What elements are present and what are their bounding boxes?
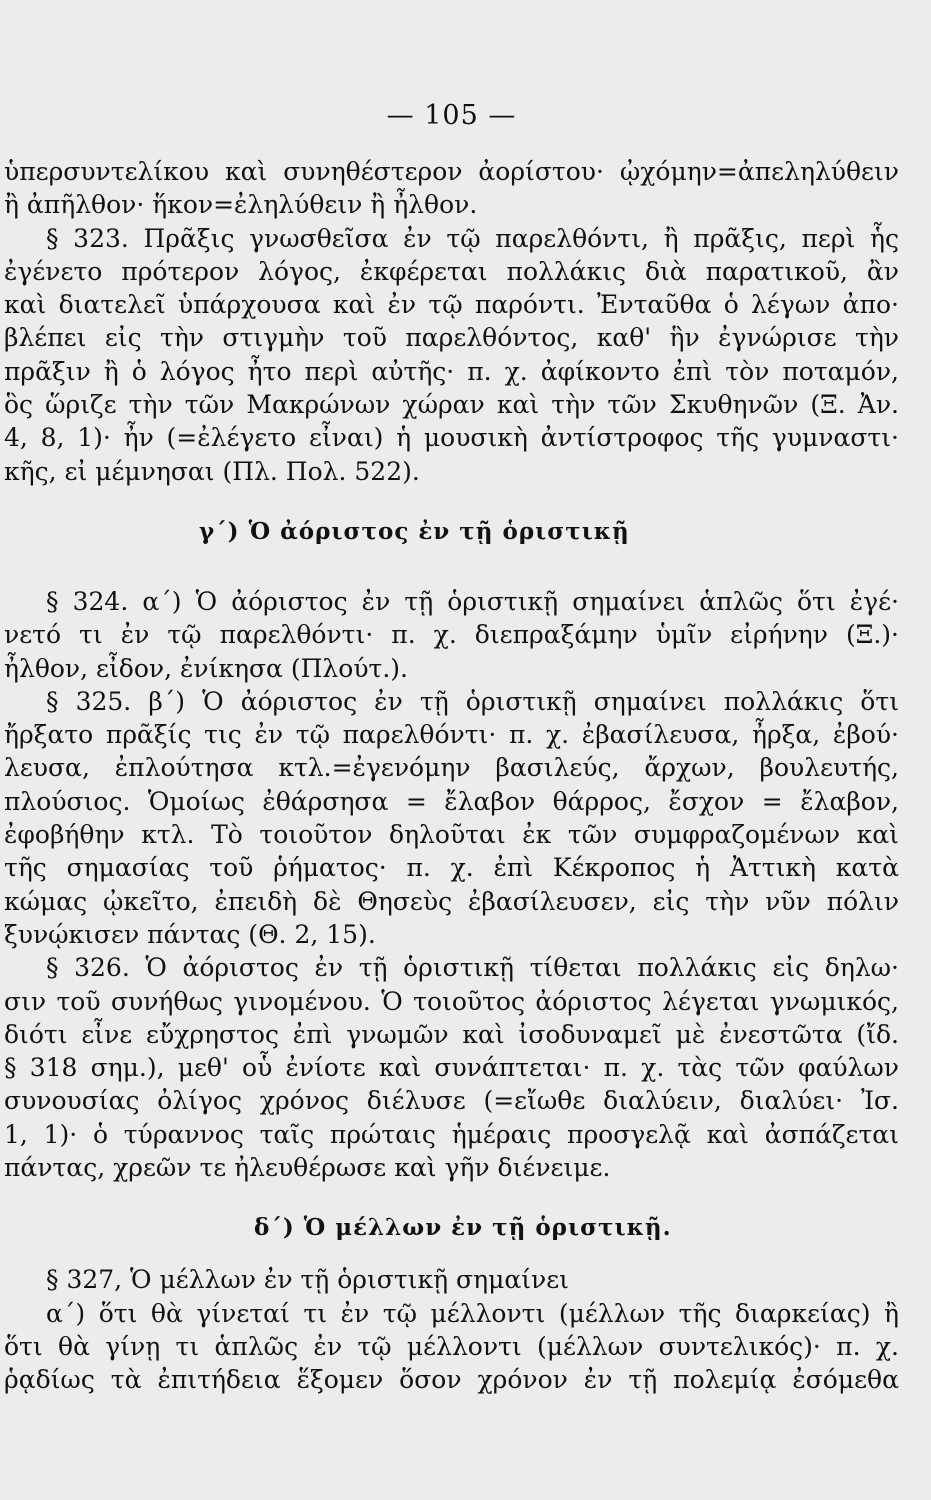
section-heading-aorist: γ΄) Ὁ ἀόριστος ἐν τῇ ὁριστικῇ: [199, 517, 630, 545]
text-line: συνουσίας ὀλίγος χρόνος διέλυσε (=εἴωθε διαλύειν, διαλύει· Ἰσ.: [4, 1086, 899, 1116]
text-line: τῆς σημασίας τοῦ ῥήματος· π. χ. ἐπὶ Κέκροπος ἡ Ἀττικὴ κατὰ: [4, 853, 899, 883]
text-line: ῥᾳδίως τὰ ἐπιτήδεια ἕξομεν ὅσον χρόνον ἐν τῇ πολεμίᾳ ἐσόμεθα: [4, 1365, 899, 1395]
text-line: 1, 1)· ὁ τύραννος ταῖς πρώταις ἡμέραις προσγελᾷ καὶ ἀσπάζεται: [4, 1119, 899, 1149]
section-heading-future: δ΄) Ὁ μέλλων ἐν τῇ ὁριστικῇ.: [254, 1214, 672, 1242]
text-line: πάντας, χρεῶν τε ἠλευθέρωσε καὶ γῆν διένειμε.: [4, 1153, 611, 1183]
paragraph-327: [4, 1263, 899, 1396]
paragraph-continuation: [4, 155, 899, 222]
text-line: ἐφοβήθην κτλ. Τὸ τοιοῦτον δηλοῦται ἐκ τῶν συμφραζομένων καὶ: [4, 820, 899, 850]
text-line: § 318 σημ.), μεθ' οὗ ἐνίοτε καὶ συνάπτεται· π. χ. τὰς τῶν φαύλων: [4, 1053, 899, 1083]
text-line: α΄) ὅτι θὰ γίνεταί τι ἐν τῷ μέλλοντι (μέλλων τῆς διαρκείας) ἢ: [46, 1298, 899, 1328]
page-number: — 105 —: [386, 100, 517, 131]
text-line: ἦλθον, εἶδον, ἐνίκησα (Πλούτ.).: [4, 653, 409, 683]
text-line: § 323. Πρᾶξις γνωσθεῖσα ἐν τῷ παρελθόντι, ἢ πρᾶξις, περὶ ἧς: [46, 223, 899, 253]
paragraph-324: [4, 585, 899, 685]
text-line: ἢ ἀπῆλθον· ἥκον=ἐληλύθειν ἢ ἦλθον.: [4, 190, 478, 220]
text-line: λευσα, ἐπλούτησα κτλ.=ἐγενόμην βασιλεύς, ἄρχων, βουλευτής,: [4, 753, 899, 783]
text-line: διότι εἶνε εὔχρηστος ἐπὶ γνωμῶν καὶ ἰσοδυναμεῖ μὲ ἐνεστῶτα (ἴδ.: [4, 1019, 899, 1049]
text-line: βλέπει εἰς τὴν στιγμὴν τοῦ παρελθόντος, καθ' ἣν ἐγνώρισε τὴν: [4, 323, 899, 353]
text-line: ἐγένετο πρότερον λόγος, ἐκφέρεται πολλάκις διὰ παρατικοῦ, ἂν: [4, 256, 899, 286]
text-line: ὑπερσυντελίκου καὶ συνηθέστερον ἀορίστου· ᾠχόμην=ἀπεληλύθειν: [4, 157, 899, 186]
text-line: κώμας ᾠκεῖτο, ἐπειδὴ δὲ Θησεὺς ἐβασίλευσεν, εἰς τὴν νῦν πόλιν: [4, 886, 899, 916]
text-line: νετό τι ἐν τῷ παρελθόντι· π. χ. διεπραξάμην ὑμῖν εἰρήνην (Ξ.)·: [4, 620, 899, 650]
paragraph-326: [4, 951, 899, 1184]
text-line: ὃς ὥριζε τὴν τῶν Μακρώνων χώραν καὶ τὴν τῶν Σκυθηνῶν (Ξ. Ἀν.: [4, 390, 899, 420]
text-line: 4, 8, 1)· ἦν (=ἐλέγετο εἶναι) ἡ μουσικὴ ἀντίστροφος τῆς γυμναστι·: [4, 423, 899, 453]
text-line: κῆς, εἰ μέμνησαι (Πλ. Πολ. 522).: [4, 456, 420, 486]
text-line: § 325. β΄) Ὁ ἀόριστος ἐν τῇ ὁριστικῇ σημαίνει πολλάκις ὅτι: [46, 686, 899, 716]
text-line: πρᾶξιν ἢ ὁ λόγος ἦτο περὶ αὐτῆς· π. χ. ἀφίκοντο ἐπὶ τὸν ποταμόν,: [4, 356, 899, 386]
text-line: σιν τοῦ συνήθως γινομένου. Ὁ τοιοῦτος ἀόριστος λέγεται γνωμικός,: [4, 986, 899, 1016]
paragraph-325: [4, 685, 899, 951]
text-line: ἤρξατο πρᾶξίς τις ἐν τῷ παρελθόντι· π. χ. ἐβασίλευσα, ἦρξα, ἐβού·: [4, 720, 899, 750]
text-line: καὶ διατελεῖ ὑπάρχουσα καὶ ἐν τῷ παρόντι. Ἐνταῦθα ὁ λέγων ἀπο·: [4, 290, 899, 320]
text-line: § 327, Ὁ μέλλων ἐν τῇ ὁριστικῇ σημαίνει: [46, 1265, 569, 1295]
text-line: ξυνῴκισεν πάντας (Θ. 2, 15).: [4, 919, 376, 949]
text-line: πλούσιος. Ὁμοίως ἐθάρσησα = ἔλαβον θάρρος, ἔσχον = ἔλαβον,: [4, 786, 899, 816]
text-line: § 326. Ὁ ἀόριστος ἐν τῇ ὁριστικῇ τίθεται πολλάκις εἰς δηλω·: [46, 953, 899, 983]
paragraph-323: [4, 222, 899, 488]
text-line: § 324. α΄) Ὁ ἀόριστος ἐν τῇ ὁριστικῇ σημαίνει ἁπλῶς ὅτι ἐγέ·: [46, 586, 899, 616]
text-line: ὅτι θὰ γίνῃ τι ἁπλῶς ἐν τῷ μέλλοντι (μέλλων συντελικός)· π. χ.: [4, 1331, 899, 1361]
